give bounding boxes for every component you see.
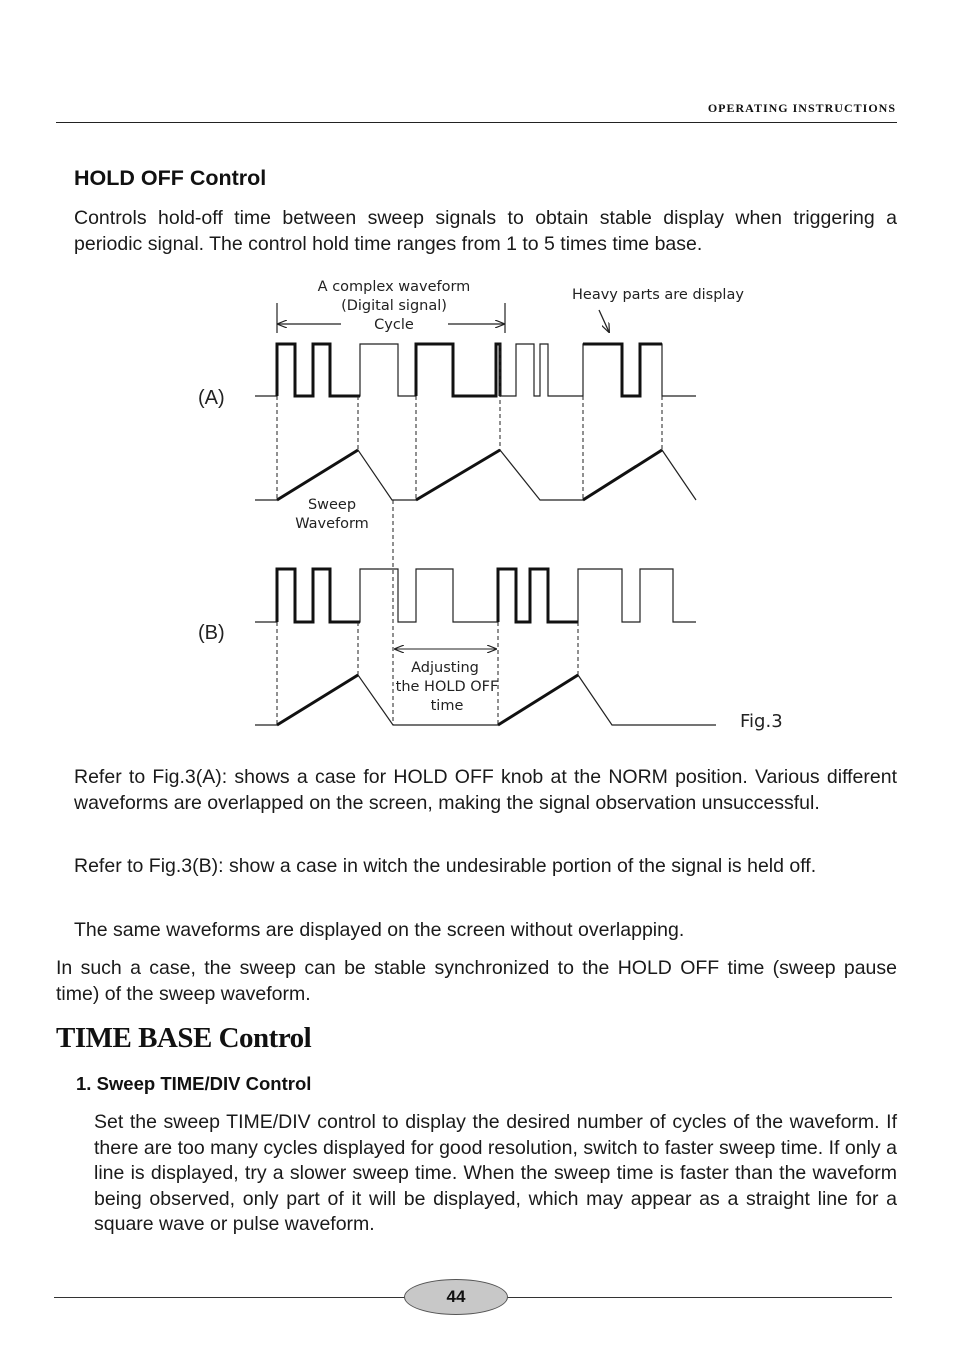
paragraph-fig-b: Refer to Fig.3(B): show a case in witch the undesirable portion of the signal is held off. [74,855,817,877]
running-header: OPERATING INSTRUCTIONS [707,101,896,115]
annotation-complex-line1: A complex waveform [317,279,471,295]
signal-b-heavy [277,569,578,622]
label-b: (B) [198,622,225,644]
page-number-badge [404,1279,508,1315]
sweep-label-line1: Sweep [307,497,357,513]
timebase-body: Set the sweep TIME/DIV control to display the desired number of cycles of the waveform. If there are too many cycles displayed for good resolution, switch to faster sweep time. If only a line is displayed, try a slower sweep time. When the sweep time is faster than the waveform being observed, only part of it will be displayed, which may appear as a straight line for a square wave or pulse waveform. [94,1111,897,1235]
sweep-a-trace [255,450,696,500]
holdoff-intro: Controls hold-off time between sweep signals to obtain stable display when triggering a periodic signal. The control hold time ranges from 1 to 5 times time base. [74,207,897,255]
annotation-heavy: Heavy parts are display [572,287,744,303]
sweep-a-heavy [277,450,662,500]
paragraph-same: The same waveforms are displayed on the screen without overlapping. [74,919,685,941]
adjust-label-line2: the HOLD OFF [395,679,499,695]
timebase-subheading: 1. Sweep TIME/DIV Control [76,1073,312,1094]
adjust-label-line3: time [430,698,464,714]
signal-a-heavy [277,344,662,396]
timebase-heading: TIME BASE Control [56,1022,312,1054]
annotation-complex-line2: (Digital signal) [341,298,447,314]
sweep-label-line2: Waveform [295,516,369,532]
holdoff-heading: HOLD OFF Control [74,166,267,190]
signal-b-trace [255,569,696,622]
adjust-label-line1: Adjusting [411,660,479,676]
annotation-complex-line3: Cycle [374,317,414,333]
paragraph-fig-a: Refer to Fig.3(A): shows a case for HOLD OFF knob at the NORM position. Various different waveforms are overlapped on the screen, making the signal observation unsuccessful. [74,766,897,814]
page-number: 44 [446,1287,466,1306]
label-a: (A) [198,387,225,409]
paragraph-such: In such a case, the sweep can be stable synchronized to the HOLD OFF time (sweep pause time) of the sweep waveform. [56,957,897,1005]
signal-a-trace [255,344,696,396]
heavy-arrow [599,310,609,332]
figure-caption: Fig.3 [740,711,783,732]
